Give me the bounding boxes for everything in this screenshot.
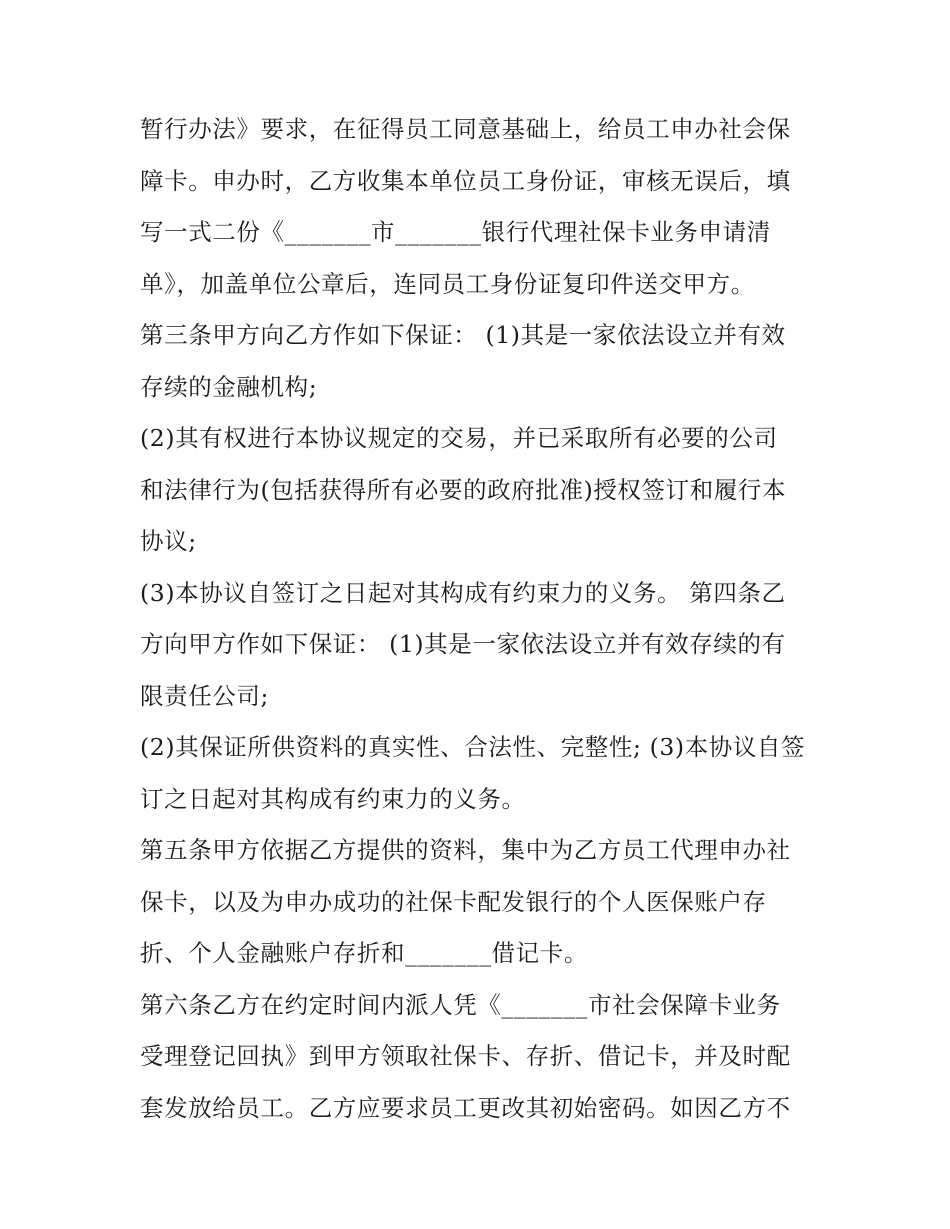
text-line: (2)其有权进行本协议规定的交易，并已采取所有必要的公司	[140, 424, 778, 452]
text-line: 受理登记回执》到甲方领取社保卡、存折、借记卡，并及时配	[140, 1042, 791, 1070]
text-line: 单》，加盖单位公章后，连同员工身份证复印件送交甲方。	[140, 269, 755, 298]
text-line: 限责任公司;	[140, 681, 270, 710]
text-line: 第三条甲方向乙方作如下保证： (1)其是一家依法设立并有效	[140, 321, 786, 349]
text-line: 第五条甲方依据乙方提供的资料，集中为乙方员工代理申办社	[140, 836, 791, 864]
text-line: 第六条乙方在约定时间内派人凭《_______市社会保障卡业务	[140, 990, 781, 1019]
text-line: 和法律行为(包括获得所有必要的政府批准)授权签订和履行本	[140, 475, 787, 504]
text-line: 协议;	[140, 527, 197, 555]
text-line: 写一式二份《_______市_______银行代理社保卡业务申请清	[140, 218, 771, 246]
text-line: 订之日起对其构成有约束力的义务。	[140, 784, 526, 813]
text-line: 存续的金融机构;	[140, 372, 318, 401]
text-line: 套发放给员工。乙方应要求员工更改其初始密码。如因乙方不	[140, 1093, 791, 1122]
text-line: 障卡。申办时，乙方收集本单位员工身份证，审核无误后，填	[140, 166, 791, 195]
text-line: (2)其保证所供资料的真实性、合法性、完整性; (3)本协议自签	[140, 733, 806, 761]
document-body	[140, 104, 820, 1134]
text-line: (3)本协议自签订之日起对其构成有约束力的义务。 第四条乙	[140, 578, 786, 607]
text-line: 保卡，以及为申办成功的社保卡配发银行的个人医保账户存	[140, 887, 767, 916]
text-line: 方向甲方作如下保证： (1)其是一家依法设立并有效存续的有	[140, 630, 786, 658]
text-line: 折、个人金融账户存折和_______借记卡。	[140, 939, 588, 967]
text-line: 暂行办法》要求，在征得员工同意基础上，给员工申办社会保	[140, 115, 791, 143]
